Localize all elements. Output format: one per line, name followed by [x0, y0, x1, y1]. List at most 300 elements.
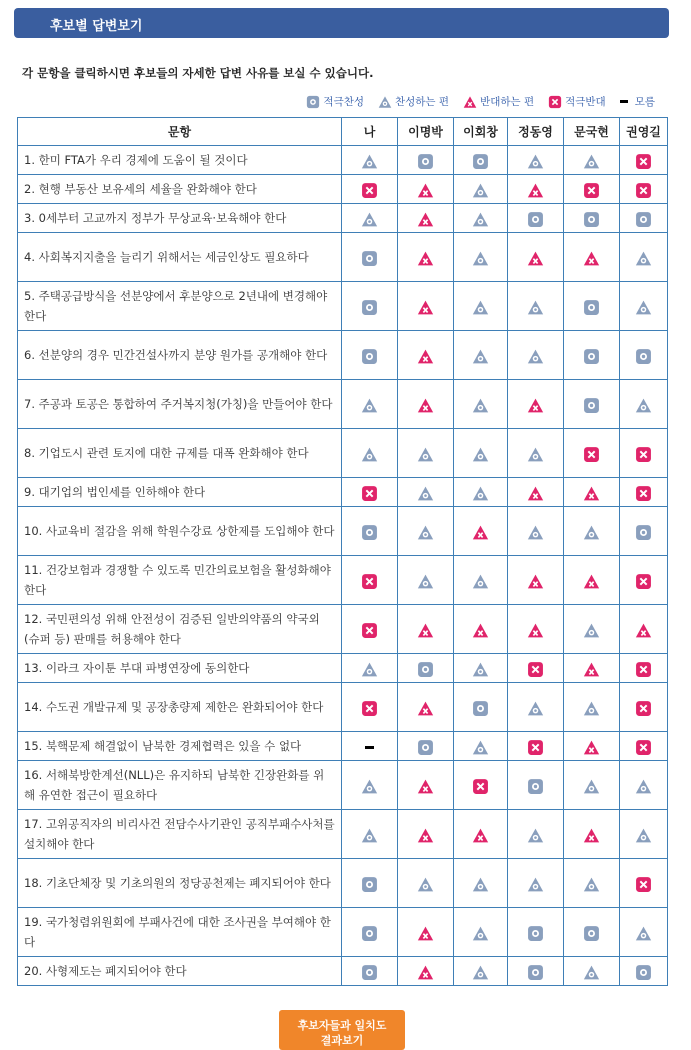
- agree-icon: [472, 250, 489, 267]
- strong-agree-icon: [306, 95, 320, 109]
- agree-icon: [583, 876, 600, 893]
- answer-cell: [398, 859, 454, 908]
- intro-text: 각 문항을 클릭하시면 후보들의 자세한 답변 사유를 보실 수 있습니다.: [22, 66, 374, 80]
- answer-cell: [564, 605, 620, 654]
- disagree-icon: [417, 250, 434, 267]
- agree-icon: [527, 700, 544, 717]
- answer-cell: [454, 429, 508, 478]
- answer-cell: [398, 957, 454, 986]
- answer-cell: [564, 683, 620, 732]
- strong-agree-icon: [472, 153, 489, 170]
- agree-icon: [635, 778, 652, 795]
- question-link[interactable]: 17. 고위공직자의 비리사건 전담수사기관인 공직부패수사처를 설치해야 한다: [18, 810, 342, 859]
- answer-cell: [564, 761, 620, 810]
- answer-cell: [454, 908, 508, 957]
- answer-cell: [508, 380, 564, 429]
- agree-icon: [527, 446, 544, 463]
- agree-icon: [472, 876, 489, 893]
- strong-agree-icon: [361, 348, 378, 365]
- strong-disagree-icon: [635, 446, 652, 463]
- agree-icon: [583, 778, 600, 795]
- disagree-icon: [583, 661, 600, 678]
- answer-cell: [620, 204, 668, 233]
- answer-cell: [620, 810, 668, 859]
- answer-cell: [508, 654, 564, 683]
- strong-disagree-icon: [548, 95, 562, 109]
- answer-cell: [342, 507, 398, 556]
- table-row[interactable]: [18, 204, 668, 233]
- strong-agree-icon: [635, 348, 652, 365]
- answer-cell: [342, 331, 398, 380]
- answer-cell: [398, 683, 454, 732]
- answer-cell: [564, 175, 620, 204]
- agree-icon: [361, 211, 378, 228]
- agree-icon: [527, 348, 544, 365]
- disagree-icon: [527, 182, 544, 199]
- disagree-icon: [635, 622, 652, 639]
- answer-cell: [508, 233, 564, 282]
- column-header-candidate: 정동영: [508, 118, 564, 146]
- strong-agree-icon: [583, 348, 600, 365]
- question-link[interactable]: 16. 서해북방한계선(NLL)은 유지하되 남북한 긴장완화를 위해 유연한 접근이 필요하다: [18, 761, 342, 810]
- agree-icon: [472, 182, 489, 199]
- answer-cell: [564, 478, 620, 507]
- agree-icon: [635, 827, 652, 844]
- agree-icon: [583, 700, 600, 717]
- question-link[interactable]: 14. 수도권 개발규제 및 공장총량제 제한은 완화되어야 한다: [18, 683, 342, 732]
- strong-agree-icon: [361, 524, 378, 541]
- answer-cell: [620, 233, 668, 282]
- agree-icon: [378, 95, 392, 109]
- answer-cell: [454, 331, 508, 380]
- answer-cell: [398, 233, 454, 282]
- agree-icon: [417, 446, 434, 463]
- answer-cell: [508, 810, 564, 859]
- answer-cell: [564, 908, 620, 957]
- answer-cell: [454, 175, 508, 204]
- question-link[interactable]: 4. 사회복지지출을 늘리기 위해서는 세금인상도 필요하다: [18, 233, 342, 282]
- answer-cell: [398, 761, 454, 810]
- answer-cell: [454, 478, 508, 507]
- answer-cell: [342, 683, 398, 732]
- answer-cell: [508, 605, 564, 654]
- answer-cell: [398, 282, 454, 331]
- disagree-icon: [417, 700, 434, 717]
- question-link[interactable]: 2. 현행 부동산 보유세의 세율을 완화해야 한다: [18, 175, 342, 204]
- answer-cell: [620, 605, 668, 654]
- strong-agree-icon: [583, 925, 600, 942]
- strong-agree-icon: [527, 964, 544, 981]
- table-row[interactable]: [18, 810, 668, 859]
- answer-cell: [454, 761, 508, 810]
- header-bar: [14, 8, 669, 38]
- answer-cell: [564, 654, 620, 683]
- answer-cell: [564, 380, 620, 429]
- strong-agree-icon: [472, 700, 489, 717]
- strong-disagree-icon: [361, 573, 378, 590]
- strong-agree-icon: [527, 925, 544, 942]
- question-link[interactable]: 20. 사형제도는 폐지되어야 한다: [18, 957, 342, 986]
- table-row[interactable]: [18, 507, 668, 556]
- agree-icon: [472, 964, 489, 981]
- answer-cell: [620, 556, 668, 605]
- agree-icon: [361, 661, 378, 678]
- button-line-1: 후보자들과 일치도: [297, 1019, 387, 1032]
- agree-icon: [472, 446, 489, 463]
- strong-disagree-icon: [635, 153, 652, 170]
- table-row[interactable]: [18, 761, 668, 810]
- agree-icon: [472, 485, 489, 502]
- strong-agree-icon: [361, 925, 378, 942]
- agree-icon: [583, 964, 600, 981]
- agree-icon: [583, 153, 600, 170]
- answer-cell: [342, 859, 398, 908]
- answer-cell: [620, 146, 668, 175]
- strong-disagree-icon: [635, 739, 652, 756]
- agree-icon: [361, 153, 378, 170]
- strong-disagree-icon: [527, 739, 544, 756]
- agree-icon: [527, 299, 544, 316]
- strong-disagree-icon: [361, 485, 378, 502]
- answer-cell: [398, 556, 454, 605]
- view-match-results-button[interactable]: [279, 1010, 405, 1050]
- disagree-icon: [583, 573, 600, 590]
- legend-label: 반대하는 편: [480, 96, 535, 108]
- legend-item: [378, 94, 449, 109]
- disagree-icon: [417, 211, 434, 228]
- answer-cell: [508, 908, 564, 957]
- unknown-icon: [620, 100, 628, 103]
- answer-cell: [508, 761, 564, 810]
- agree-icon: [417, 524, 434, 541]
- question-link[interactable]: 18. 기초단체장 및 기초의원의 정당공천제는 폐지되어야 한다: [18, 859, 342, 908]
- disagree-icon: [583, 250, 600, 267]
- agree-icon: [635, 397, 652, 414]
- strong-disagree-icon: [361, 622, 378, 639]
- agree-icon: [361, 827, 378, 844]
- question-link[interactable]: 13. 이라크 자이툰 부대 파병연장에 동의한다: [18, 654, 342, 683]
- disagree-icon: [583, 739, 600, 756]
- answer-cell: [508, 331, 564, 380]
- answer-cell: [454, 507, 508, 556]
- answer-cell: [454, 732, 508, 761]
- disagree-icon: [472, 827, 489, 844]
- question-link[interactable]: 9. 대기업의 법인세를 인하해야 한다: [18, 478, 342, 507]
- answer-cell: [564, 859, 620, 908]
- strong-agree-icon: [417, 739, 434, 756]
- answer-cell: [620, 175, 668, 204]
- answer-cell: [454, 859, 508, 908]
- strong-disagree-icon: [361, 182, 378, 199]
- answer-cell: [342, 654, 398, 683]
- legend-item: [463, 94, 534, 109]
- disagree-icon: [472, 622, 489, 639]
- agree-icon: [583, 524, 600, 541]
- answer-cell: [342, 732, 398, 761]
- answer-cell: [508, 507, 564, 556]
- answer-cell: [454, 810, 508, 859]
- question-link[interactable]: 1. 한미 FTA가 우리 경제에 도움이 될 것이다: [18, 146, 342, 175]
- table-row[interactable]: [18, 654, 668, 683]
- answer-cell: [620, 380, 668, 429]
- answer-cell: [454, 233, 508, 282]
- agree-icon: [417, 876, 434, 893]
- strong-disagree-icon: [635, 700, 652, 717]
- answer-cell: [398, 908, 454, 957]
- agree-icon: [472, 299, 489, 316]
- strong-agree-icon: [527, 211, 544, 228]
- table-row[interactable]: [18, 957, 668, 986]
- disagree-icon: [417, 925, 434, 942]
- answer-cell: [398, 732, 454, 761]
- answer-cell: [454, 146, 508, 175]
- table-row[interactable]: [18, 683, 668, 732]
- disagree-icon: [527, 573, 544, 590]
- agree-icon: [635, 299, 652, 316]
- answer-cell: [454, 957, 508, 986]
- answer-cell: [342, 957, 398, 986]
- answer-cell: [398, 654, 454, 683]
- answer-cell: [342, 761, 398, 810]
- answer-cell: [564, 429, 620, 478]
- strong-disagree-icon: [635, 876, 652, 893]
- button-line-2: 결과보기: [320, 1034, 364, 1047]
- agree-icon: [472, 211, 489, 228]
- answer-cell: [342, 605, 398, 654]
- answer-cell: [342, 478, 398, 507]
- answer-table: [17, 117, 668, 986]
- agree-icon: [417, 485, 434, 502]
- column-header-candidate: 이회창: [454, 118, 508, 146]
- answer-cell: [508, 204, 564, 233]
- answer-cell: [564, 204, 620, 233]
- strong-agree-icon: [583, 211, 600, 228]
- disagree-icon: [417, 964, 434, 981]
- answer-cell: [564, 233, 620, 282]
- legend-item: [548, 94, 606, 109]
- answer-cell: [454, 605, 508, 654]
- disagree-icon: [417, 182, 434, 199]
- strong-agree-icon: [635, 964, 652, 981]
- answer-cell: [342, 233, 398, 282]
- legend-label: 적극찬성: [323, 96, 364, 108]
- strong-disagree-icon: [635, 661, 652, 678]
- table-row[interactable]: [18, 908, 668, 957]
- strong-disagree-icon: [635, 485, 652, 502]
- answer-cell: [564, 331, 620, 380]
- answer-cell: [564, 810, 620, 859]
- strong-disagree-icon: [472, 778, 489, 795]
- answer-cell: [620, 683, 668, 732]
- agree-icon: [361, 446, 378, 463]
- question-link[interactable]: 11. 건강보험과 경쟁할 수 있도록 민간의료보험을 활성화해야 한다: [18, 556, 342, 605]
- strong-agree-icon: [417, 153, 434, 170]
- table-row[interactable]: [18, 732, 668, 761]
- agree-icon: [472, 348, 489, 365]
- disagree-icon: [472, 524, 489, 541]
- agree-icon: [472, 573, 489, 590]
- disagree-icon: [417, 622, 434, 639]
- answer-cell: [564, 957, 620, 986]
- answer-cell: [620, 478, 668, 507]
- disagree-icon: [417, 397, 434, 414]
- disagree-icon: [583, 485, 600, 502]
- answer-cell: [508, 732, 564, 761]
- strong-agree-icon: [417, 661, 434, 678]
- answer-cell: [342, 204, 398, 233]
- answer-cell: [508, 556, 564, 605]
- table-row[interactable]: [18, 380, 668, 429]
- strong-disagree-icon: [361, 700, 378, 717]
- question-link[interactable]: 15. 북핵문제 해결없이 남북한 경제협력은 있을 수 없다: [18, 732, 342, 761]
- legend-item: [306, 94, 364, 109]
- agree-icon: [472, 739, 489, 756]
- legend: [306, 94, 655, 109]
- disagree-icon: [417, 299, 434, 316]
- answer-cell: [620, 654, 668, 683]
- question-link[interactable]: 19. 국가청렴위원회에 부패사건에 대한 조사권을 부여해야 한다: [18, 908, 342, 957]
- answer-cell: [454, 556, 508, 605]
- disagree-icon: [417, 827, 434, 844]
- answer-cell: [620, 761, 668, 810]
- answer-cell: [342, 810, 398, 859]
- strong-agree-icon: [361, 876, 378, 893]
- question-link[interactable]: 10. 사교육비 절감을 위해 학원수강료 상한제를 도입해야 한다: [18, 507, 342, 556]
- strong-disagree-icon: [583, 446, 600, 463]
- strong-agree-icon: [527, 778, 544, 795]
- answer-cell: [342, 556, 398, 605]
- question-link[interactable]: 3. 0세부터 고교까지 정부가 무상교육·보육해야 한다: [18, 204, 342, 233]
- table-header-row: [18, 118, 668, 146]
- column-header-question: 문항: [18, 118, 342, 146]
- agree-icon: [361, 397, 378, 414]
- legend-label: 찬성하는 편: [395, 96, 450, 108]
- strong-disagree-icon: [527, 661, 544, 678]
- table-row[interactable]: [18, 146, 668, 175]
- question-link[interactable]: 7. 주공과 토공은 통합하여 주거복지청(가칭)을 만들어야 한다: [18, 380, 342, 429]
- answer-cell: [454, 282, 508, 331]
- agree-icon: [635, 925, 652, 942]
- table-row[interactable]: [18, 478, 668, 507]
- answer-cell: [620, 507, 668, 556]
- table-row[interactable]: [18, 859, 668, 908]
- answer-cell: [508, 282, 564, 331]
- agree-icon: [527, 524, 544, 541]
- answer-cell: [508, 146, 564, 175]
- answer-cell: [620, 908, 668, 957]
- answer-cell: [454, 683, 508, 732]
- agree-icon: [583, 622, 600, 639]
- answer-cell: [398, 146, 454, 175]
- answer-cell: [342, 380, 398, 429]
- question-link[interactable]: 5. 주택공급방식을 선분양에서 후분양으로 2년내에 변경해야한다: [18, 282, 342, 331]
- strong-agree-icon: [583, 299, 600, 316]
- answer-cell: [454, 380, 508, 429]
- answer-cell: [564, 146, 620, 175]
- answer-cell: [620, 859, 668, 908]
- answer-cell: [508, 683, 564, 732]
- answer-cell: [342, 175, 398, 204]
- answer-cell: [564, 732, 620, 761]
- unknown-icon: [365, 746, 374, 749]
- page-title: 후보별 답변보기: [50, 19, 143, 34]
- question-link[interactable]: 6. 선분양의 경우 민간건설사까지 분양 원가를 공개해야 한다: [18, 331, 342, 380]
- agree-icon: [635, 250, 652, 267]
- answer-cell: [398, 605, 454, 654]
- column-header-candidate: 문국현: [564, 118, 620, 146]
- strong-disagree-icon: [635, 573, 652, 590]
- disagree-icon: [583, 827, 600, 844]
- answer-cell: [454, 654, 508, 683]
- answer-cell: [564, 556, 620, 605]
- strong-agree-icon: [635, 211, 652, 228]
- table-row[interactable]: [18, 233, 668, 282]
- disagree-icon: [527, 397, 544, 414]
- answer-cell: [342, 429, 398, 478]
- question-link[interactable]: 12. 국민편의성 위해 안전성이 검증된 일반의약품의 약국외(슈퍼 등) 판매를 허용해야 한다: [18, 605, 342, 654]
- strong-disagree-icon: [583, 182, 600, 199]
- column-header-candidate: 나: [342, 118, 398, 146]
- answer-cell: [564, 282, 620, 331]
- question-link[interactable]: 8. 기업도시 관련 토지에 대한 규제를 대폭 완화해야 한다: [18, 429, 342, 478]
- agree-icon: [472, 661, 489, 678]
- table-row[interactable]: [18, 429, 668, 478]
- disagree-icon: [527, 622, 544, 639]
- answer-cell: [398, 429, 454, 478]
- answer-cell: [508, 429, 564, 478]
- answer-cell: [342, 908, 398, 957]
- table-row[interactable]: [18, 282, 668, 331]
- answer-cell: [398, 175, 454, 204]
- answer-cell: [508, 859, 564, 908]
- answer-cell: [398, 478, 454, 507]
- table-row[interactable]: [18, 556, 668, 605]
- legend-label: 모름: [634, 96, 655, 108]
- answer-cell: [620, 732, 668, 761]
- disagree-icon: [527, 485, 544, 502]
- answer-cell: [508, 478, 564, 507]
- answer-cell: [620, 429, 668, 478]
- table-row[interactable]: [18, 331, 668, 380]
- answer-cell: [342, 282, 398, 331]
- agree-icon: [417, 573, 434, 590]
- answer-cell: [508, 175, 564, 204]
- agree-icon: [527, 876, 544, 893]
- answer-cell: [564, 507, 620, 556]
- answer-cell: [620, 957, 668, 986]
- strong-agree-icon: [361, 250, 378, 267]
- answer-cell: [508, 957, 564, 986]
- answer-cell: [398, 810, 454, 859]
- legend-label: 적극반대: [565, 96, 606, 108]
- agree-icon: [361, 778, 378, 795]
- answer-cell: [620, 282, 668, 331]
- disagree-icon: [417, 778, 434, 795]
- strong-agree-icon: [583, 397, 600, 414]
- answer-cell: [398, 331, 454, 380]
- answer-cell: [398, 507, 454, 556]
- column-header-candidate: 이명박: [398, 118, 454, 146]
- answer-cell: [454, 204, 508, 233]
- disagree-icon: [463, 95, 477, 109]
- strong-agree-icon: [635, 524, 652, 541]
- strong-agree-icon: [361, 964, 378, 981]
- table-row[interactable]: [18, 605, 668, 654]
- answer-cell: [620, 331, 668, 380]
- disagree-icon: [417, 348, 434, 365]
- agree-icon: [527, 153, 544, 170]
- table-row[interactable]: [18, 175, 668, 204]
